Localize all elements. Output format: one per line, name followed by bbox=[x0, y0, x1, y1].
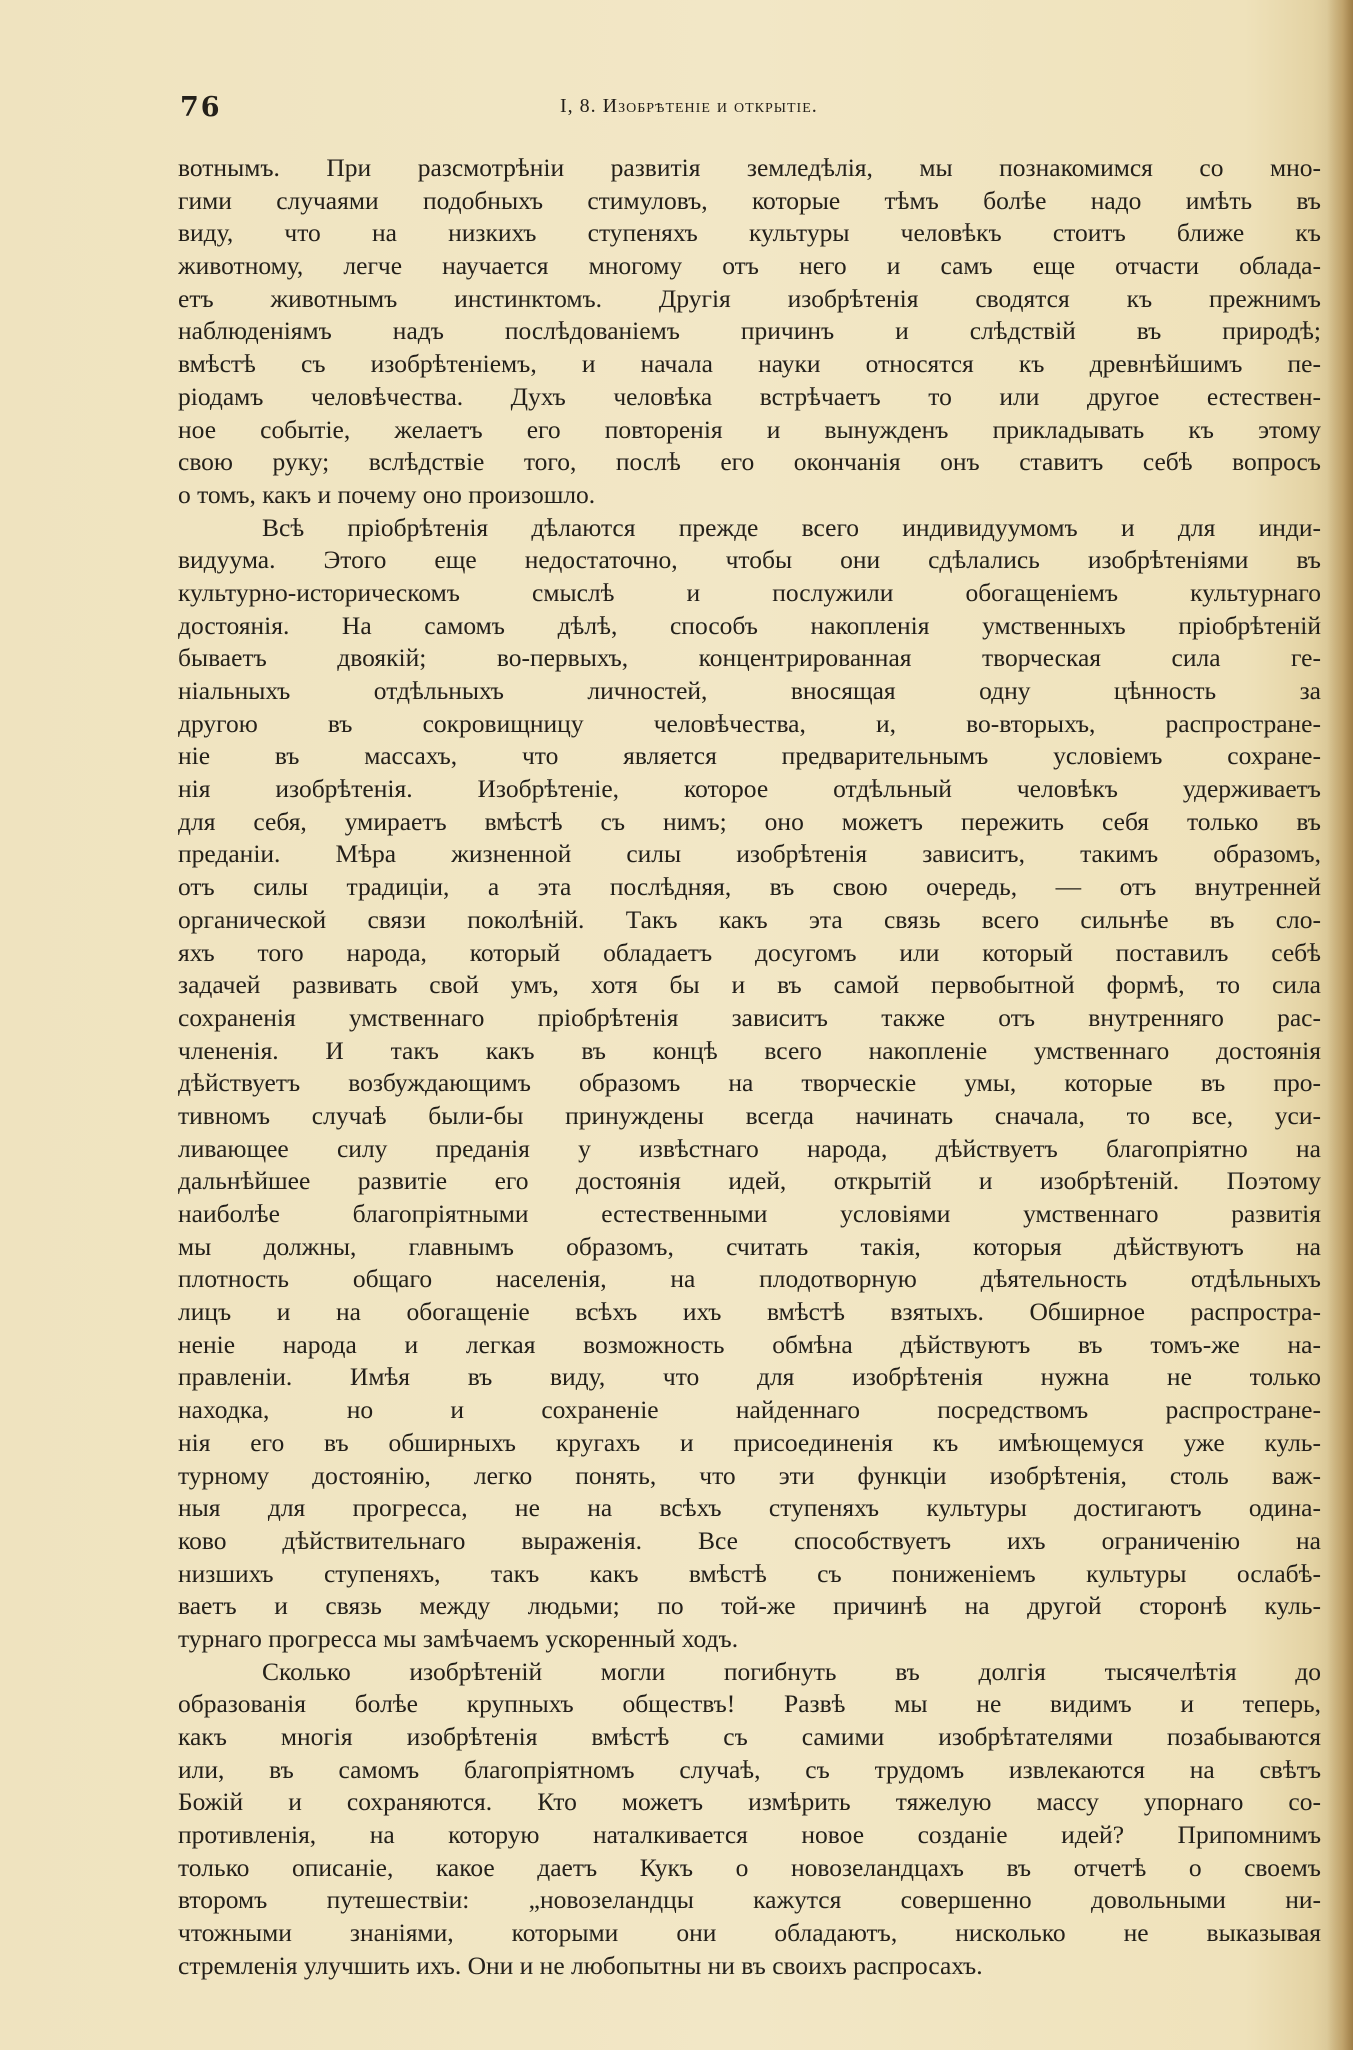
text-line: тивномъ случаѣ были-бы принуждены всегда начинать сначала, то все, уси- bbox=[178, 1100, 1321, 1130]
text-line: второмъ путешествіи: „новозеландцы кажутся совершенно довольными ни- bbox=[178, 1885, 1321, 1915]
page-number: 76 bbox=[180, 92, 222, 123]
text-line: правленіи. Имѣя въ виду, что для изобрѣтенія нужна не только bbox=[178, 1362, 1321, 1392]
text-line: неніе народа и легкая возможность обмѣна дѣйствуютъ въ томъ-же на- bbox=[178, 1329, 1321, 1359]
text-line: вмѣстѣ съ изобрѣтеніемъ, и начала науки относятся къ древнѣйшимъ пе- bbox=[178, 349, 1321, 379]
text-line: бываетъ двоякій; во-первыхъ, концентрированная творческая сила ге- bbox=[178, 643, 1321, 673]
text-line: преданіи. Мѣра жизненной силы изобрѣтенія зависитъ, такимъ образомъ, bbox=[178, 839, 1321, 869]
paragraph bbox=[178, 152, 1321, 512]
text-line: турному достоянію, легко понять, что эти функціи изобрѣтенія, столь важ- bbox=[178, 1460, 1321, 1490]
text-line: для себя, умираетъ вмѣстѣ съ нимъ; оно можетъ пережить себя только въ bbox=[178, 806, 1321, 836]
text-line: виду, что на низкихъ ступеняхъ культуры человѣкъ стоитъ ближе къ bbox=[178, 218, 1321, 248]
body-text bbox=[178, 152, 1321, 1983]
text-line: другою въ сокровищницу человѣчества, и, во-вторыхъ, распростране- bbox=[178, 708, 1321, 738]
text-line: лицъ и на обогащеніе всѣхъ ихъ вмѣстѣ взятыхъ. Обширное распростра- bbox=[178, 1297, 1321, 1327]
text-line: ріодамъ человѣчества. Духъ человѣка встрѣчаетъ то или другое естествен- bbox=[178, 381, 1321, 411]
paragraph bbox=[178, 1656, 1321, 1983]
text-line: какъ многія изобрѣтенія вмѣстѣ съ самими изобрѣтателями позабываются bbox=[178, 1722, 1321, 1751]
text-line: видуума. Этого еще недостаточно, чтобы они сдѣлались изобрѣтеніями въ bbox=[178, 545, 1321, 575]
text-line: культурно-историческомъ смыслѣ и послужили обогащеніемъ культурнаго bbox=[178, 577, 1321, 607]
text-line: образованія болѣе крупныхъ обществъ! Развѣ мы не видимъ и теперь, bbox=[178, 1689, 1321, 1719]
text-line: животному, легче научается многому отъ него и самъ еще отчасти облада- bbox=[178, 251, 1321, 281]
text-line: задачей развивать свой умъ, хотя бы и въ самой первобытной формѣ, то сила bbox=[178, 970, 1321, 1000]
text-line: ніе въ массахъ, что является предварительнымъ условіемъ сохране- bbox=[178, 741, 1321, 771]
text-line: плотность общаго населенія, на плодотворную дѣятельность отдѣльныхъ bbox=[178, 1264, 1321, 1294]
text-line: отъ силы традиціи, а эта послѣдняя, въ свою очередь, — отъ внутренней bbox=[178, 872, 1321, 902]
text-line: достоянія. На самомъ дѣлѣ, способъ накопленія умственныхъ пріобрѣтеній bbox=[178, 610, 1321, 640]
text-line: или, въ самомъ благопріятномъ случаѣ, съ трудомъ извлекаются на свѣтъ bbox=[178, 1754, 1321, 1784]
paragraph bbox=[178, 512, 1321, 1656]
text-line: ваетъ и связь между людьми; по той-же причинѣ на другой сторонѣ куль- bbox=[178, 1591, 1321, 1621]
text-line: нія изобрѣтенія. Изобрѣтеніе, которое отдѣльный человѣкъ удерживаетъ bbox=[178, 774, 1321, 804]
running-head: I, 8. Изобрѣтеніе и открытіе. bbox=[560, 95, 818, 117]
text-line: ное событіе, желаетъ его повторенія и вынужденъ прикладывать къ этому bbox=[178, 414, 1321, 444]
text-line: Божій и сохраняются. Кто можетъ измѣрить тяжелую массу упорнаго со- bbox=[178, 1787, 1321, 1817]
text-line: нія его въ обширныхъ кругахъ и присоединенія къ имѣющемуся уже куль- bbox=[178, 1427, 1321, 1457]
text-line: ково дѣйствительнаго выраженія. Все способствуетъ ихъ ограниченію на bbox=[178, 1525, 1321, 1555]
text-line: Сколько изобрѣтеній могли погибнуть въ долгія тысячелѣтія до bbox=[262, 1656, 1321, 1686]
text-line: противленія, на которую наталкивается новое созданіе идей? Припомнимъ bbox=[178, 1820, 1321, 1850]
text-line: органической связи поколѣній. Такъ какъ эта связь всего сильнѣе въ сло- bbox=[178, 904, 1321, 934]
text-line: мы должны, главнымъ образомъ, считать такія, которыя дѣйствуютъ на bbox=[178, 1231, 1321, 1261]
text-line: ныя для прогресса, не на всѣхъ ступеняхъ культуры достигаютъ одина- bbox=[178, 1493, 1321, 1523]
text-line: дальнѣйшее развитіе его достоянія идей, открытій и изобрѣтеній. Поэтому bbox=[178, 1166, 1321, 1196]
text-line: члененія. И такъ какъ въ концѣ всего накопленіе умственнаго достоянія bbox=[178, 1035, 1321, 1065]
text-line: сохраненія умственнаго пріобрѣтенія зависитъ также отъ внутренняго рас- bbox=[178, 1002, 1321, 1032]
text-line: вотнымъ. При разсмотрѣніи развитія земледѣлія, мы познакомимся со мно- bbox=[178, 153, 1321, 182]
text-line: свою руку; вслѣдствіе того, послѣ его окончанія онъ ставитъ себѣ вопросъ bbox=[178, 447, 1321, 477]
page-edge-shadow bbox=[1327, 0, 1353, 2050]
text-line: наиболѣе благопріятными естественными условіями умственнаго развитія bbox=[178, 1199, 1321, 1228]
text-line: стремленія улучшить ихъ. Они и не любопытны ни въ своихъ распросахъ. bbox=[178, 1950, 983, 1980]
text-line: только описаніе, какое даетъ Кукъ о новозеландцахъ въ отчетѣ о своемъ bbox=[178, 1852, 1321, 1882]
text-line: гими случаями подобныхъ стимуловъ, которые тѣмъ болѣе надо имѣть въ bbox=[178, 185, 1321, 215]
text-line: находка, но и сохраненіе найденнаго посредствомъ распростране- bbox=[178, 1395, 1321, 1425]
text-line: етъ животнымъ инстинктомъ. Другія изобрѣтенія сводятся къ прежнимъ bbox=[178, 283, 1321, 313]
text-line: дѣйствуетъ возбуждающимъ образомъ на творческіе умы, которые въ про- bbox=[178, 1068, 1321, 1098]
text-line: турнаго прогресса мы замѣчаемъ ускоренный ходъ. bbox=[178, 1623, 739, 1653]
text-line: низшихъ ступеняхъ, такъ какъ вмѣстѣ съ пониженіемъ культуры ослабѣ- bbox=[178, 1558, 1321, 1588]
text-line: яхъ того народа, который обладаетъ досугомъ или который поставилъ себѣ bbox=[178, 937, 1321, 967]
text-line: ливающее силу преданія у извѣстнаго народа, дѣйствуетъ благопріятно на bbox=[178, 1133, 1321, 1163]
text-line: наблюденіямъ надъ послѣдованіемъ причинъ и слѣдствій въ природѣ; bbox=[178, 316, 1321, 346]
text-line: ніальныхъ отдѣльныхъ личностей, вносящая одну цѣнность за bbox=[178, 676, 1321, 705]
text-line: о томъ, какъ и почему оно произошло. bbox=[178, 479, 596, 509]
page-header bbox=[180, 92, 1320, 132]
text-line: Всѣ пріобрѣтенія дѣлаются прежде всего индивидуумомъ и для инди- bbox=[262, 512, 1321, 542]
text-line: чтожными знаніями, которыми они обладаютъ, нисколько не выказывая bbox=[178, 1918, 1321, 1948]
